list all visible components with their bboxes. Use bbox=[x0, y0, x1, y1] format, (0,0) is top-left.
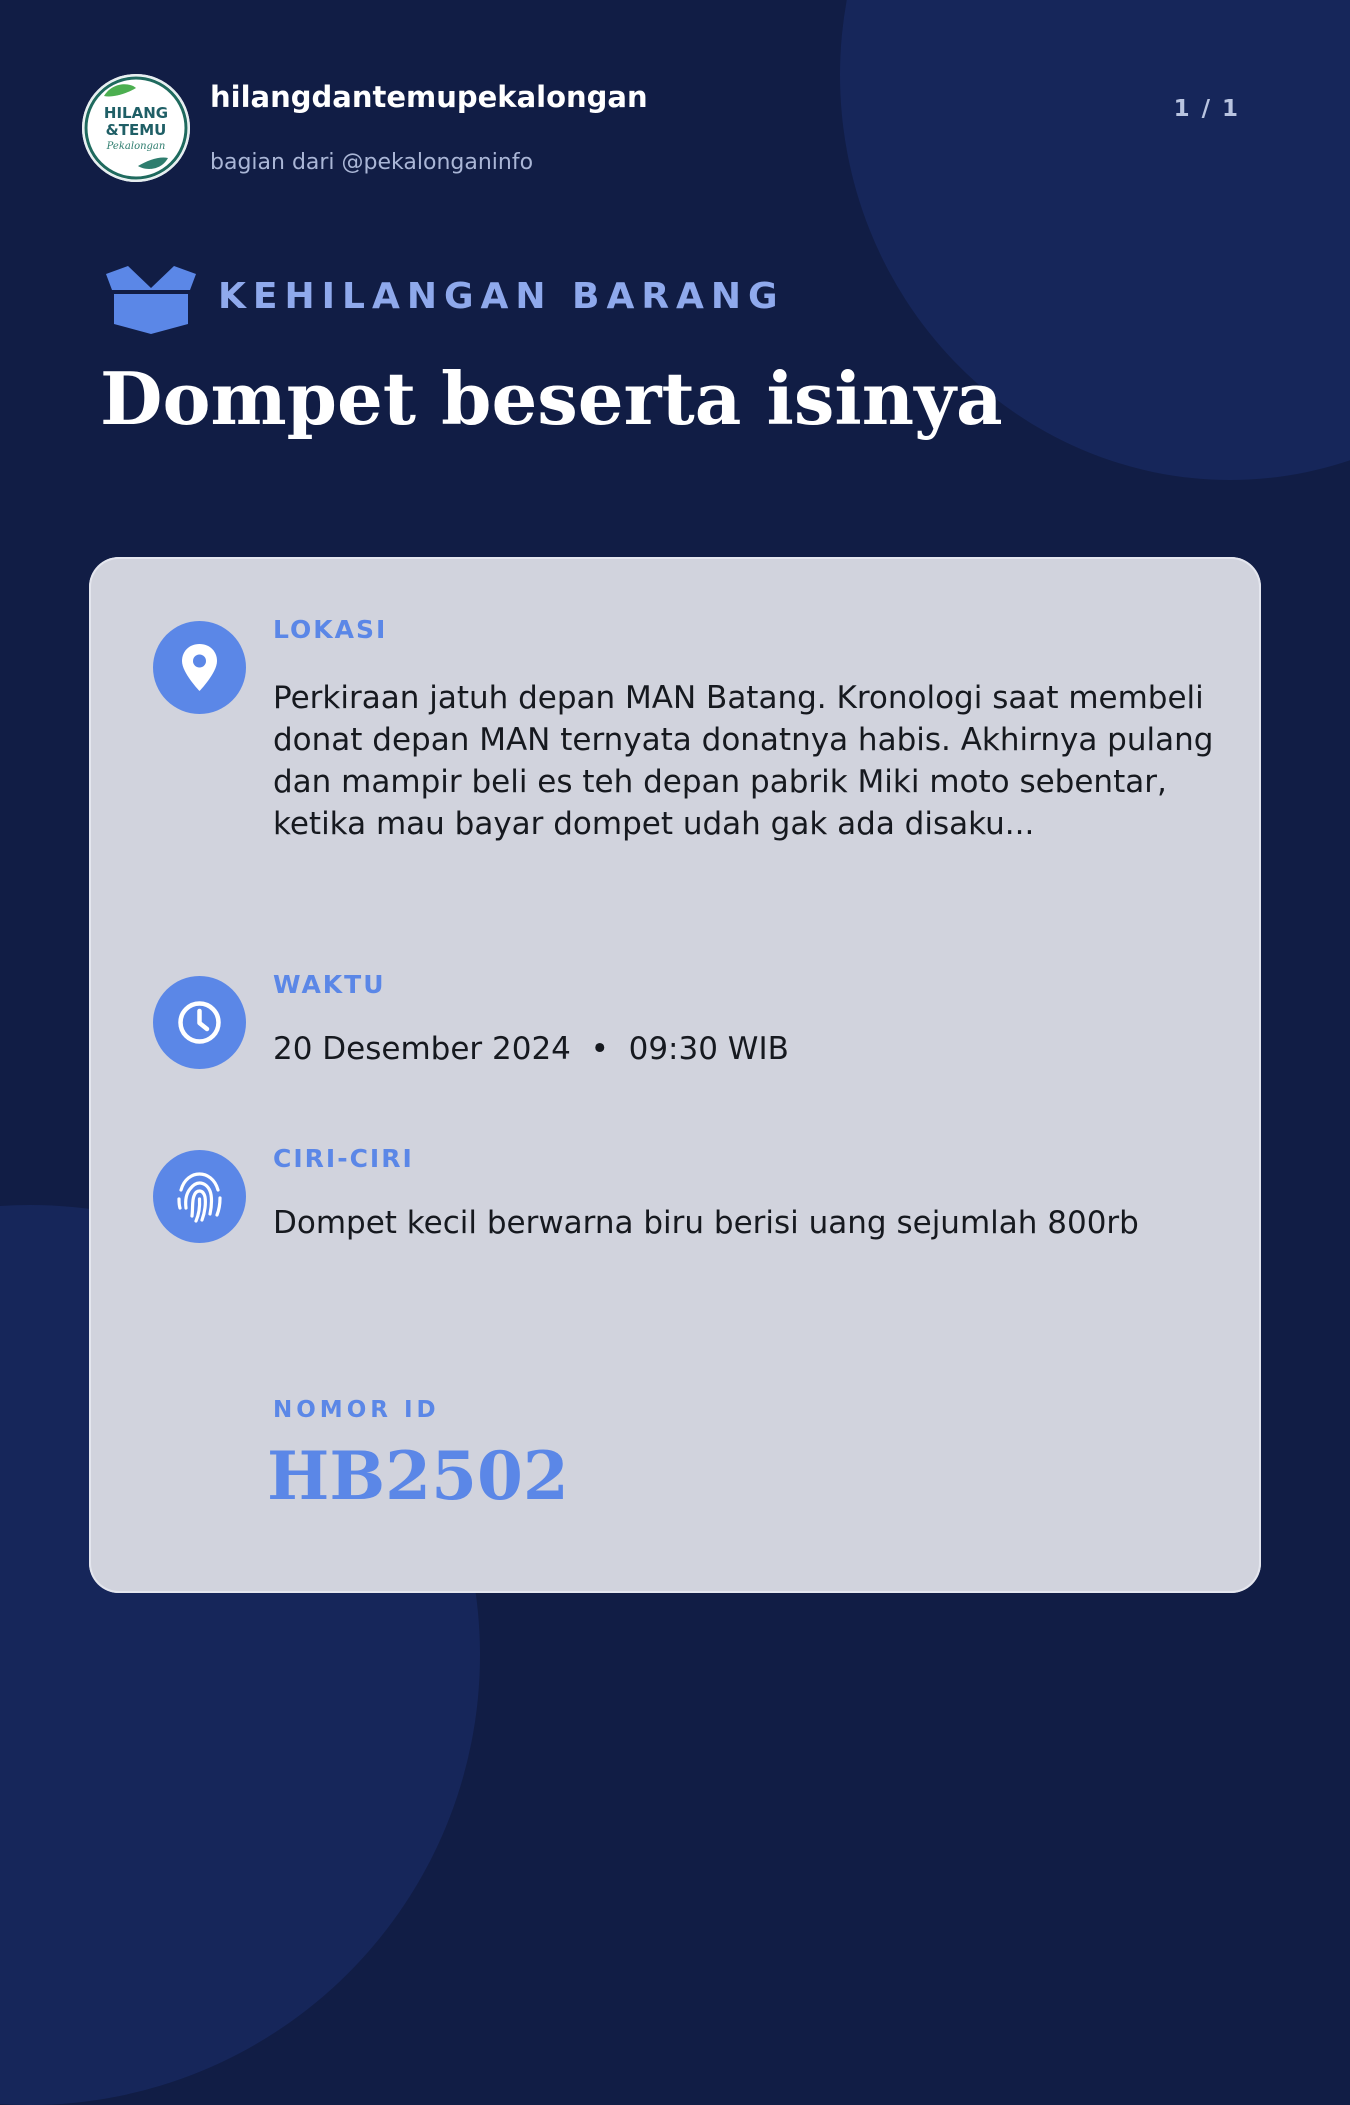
category-label: KEHILANGAN BARANG bbox=[218, 276, 785, 317]
page-counter: 1 / 1 bbox=[1173, 96, 1240, 122]
waktu-value: 20 Desember 2024 • 09:30 WIB bbox=[273, 1031, 789, 1067]
info-card bbox=[89, 557, 1261, 1593]
logo-text-line3: Pekalongan bbox=[106, 141, 166, 152]
lokasi-value: Perkiraan jatuh depan MAN Batang. Kronologi saat membeli donat depan MAN ternyata donatnya habis. Akhirnya pulang dan mampir beli es teh depan pabrik Miki moto sebentar, ketika mau bayar dompet udah gak ada disaku... bbox=[273, 680, 1214, 842]
box-icon bbox=[104, 266, 198, 338]
account-name[interactable]: hilangdantemupekalongan bbox=[210, 80, 648, 114]
page-title: Dompet beserta isinya bbox=[100, 356, 1003, 441]
logo-text-line1: HILANG bbox=[103, 104, 169, 122]
post-header bbox=[82, 74, 1272, 184]
nomor-id-label: NOMOR ID bbox=[273, 1397, 440, 1423]
location-pin-icon bbox=[153, 621, 246, 714]
account-subtitle: bagian dari @pekalonganinfo bbox=[210, 150, 534, 175]
category-row bbox=[104, 264, 904, 336]
logo-text-line2: &TEMU bbox=[105, 121, 167, 139]
lokasi-label: LOKASI bbox=[273, 615, 388, 644]
fingerprint-icon bbox=[153, 1150, 246, 1243]
nomor-id-value: HB2502 bbox=[267, 1437, 569, 1515]
ciri-label: CIRI-CIRI bbox=[273, 1144, 414, 1173]
waktu-label: WAKTU bbox=[273, 970, 386, 999]
hilang-temu-logo-icon[interactable] bbox=[82, 74, 190, 182]
ciri-value: Dompet kecil berwarna biru berisi uang sejumlah 800rb bbox=[273, 1205, 1139, 1241]
clock-icon bbox=[153, 976, 246, 1069]
